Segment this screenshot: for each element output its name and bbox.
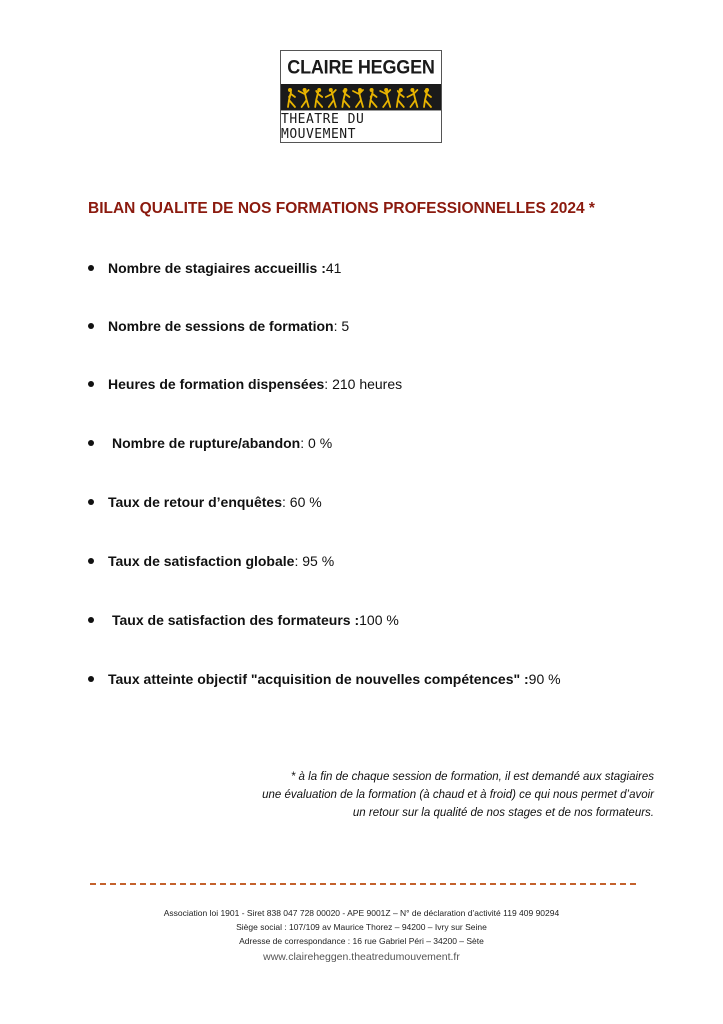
list-item: [88, 318, 349, 334]
dancer-figure-icon: [315, 88, 322, 107]
list-item: [88, 612, 399, 628]
footnote: [262, 768, 654, 822]
dancer-figure-icon: [288, 88, 295, 107]
logo: [280, 50, 442, 143]
dashed-separator: [90, 883, 636, 885]
list-item: [88, 671, 561, 687]
dancer-figure-icon: [326, 88, 336, 107]
bullet-icon: [88, 558, 94, 564]
footer-website-link[interactable]: www.claireheggen.theatredumouvement.fr: [263, 951, 460, 963]
footer-correspondence-line: Adresse de correspondance : 16 rue Gabriel Péri – 34200 – Sète: [239, 936, 484, 946]
footnote-line: * à la fin de chaque session de formation, il est demandé aux stagiaires: [290, 771, 654, 783]
bullet-icon: [88, 381, 94, 387]
item-value: 100 %: [359, 612, 399, 628]
footer-headquarters-line: Siège social : 107/109 av Maurice Thorez – 94200 – Ivry sur Seine: [236, 922, 487, 932]
list-item: [88, 376, 402, 392]
bullet-icon: [88, 499, 94, 505]
item-value: : 60 %: [282, 494, 322, 510]
item-value: 41: [325, 260, 342, 276]
footnote-line: un retour sur la qualité de nos stages et de nos formateurs.: [352, 807, 654, 819]
logo-subtitle: THEATRE DU MOUVEMENT: [281, 110, 441, 143]
dancer-figure-icon: [380, 88, 390, 107]
item-value: : 210 heures: [324, 376, 403, 392]
item-value: 90 %: [528, 671, 561, 687]
item-label: Taux de retour d’enquêtes: [108, 494, 282, 510]
dancer-figure-icon: [353, 88, 363, 107]
logo-name: CLAIRE HEGGEN: [287, 55, 435, 78]
item-value: : 5: [333, 318, 350, 334]
dancer-figure-icon: [424, 88, 431, 107]
item-value: : 95 %: [294, 553, 335, 569]
page-title: BILAN QUALITE DE NOS FORMATIONS PROFESSIONNELLES 2024 *: [88, 200, 595, 217]
list-item: [88, 260, 341, 276]
dancer-figure-icon: [299, 88, 309, 107]
footnote-line: une évaluation de la formation (à chaud et à froid) ce qui nous permet d’avoir: [262, 789, 654, 801]
footer: [0, 906, 723, 964]
item-label: Taux de satisfaction des formateurs :: [112, 612, 360, 628]
dancer-figure-icon: [342, 88, 349, 107]
item-label: Taux atteinte objectif "acquisition de nouvelles compétences" :: [108, 671, 529, 687]
dancer-figure-icon: [407, 88, 417, 107]
logo-dancers-band: [281, 84, 441, 110]
item-value: : 0 %: [300, 435, 333, 451]
dancer-figure-icon: [397, 88, 404, 107]
footer-legal-line: Association loi 1901 - Siret 838 047 728 00020 - APE 9001Z – N° de déclaration d’activité 119 409 90294: [163, 908, 560, 918]
item-label: Nombre de rupture/abandon: [112, 435, 301, 451]
item-label: Heures de formation dispensées: [108, 376, 325, 392]
item-label: Nombre de sessions de formation: [108, 318, 334, 334]
dancers-figures-icon: [281, 84, 441, 110]
item-label: Nombre de stagiaires accueillis :: [108, 260, 326, 276]
item-label: Taux de satisfaction globale: [108, 553, 295, 569]
list-item: [88, 553, 334, 569]
bullet-icon: [88, 323, 94, 329]
bullet-icon: [88, 617, 94, 623]
dancer-figure-icon: [370, 88, 377, 107]
bullet-icon: [88, 440, 94, 446]
list-item: [88, 494, 322, 510]
bullet-icon: [88, 676, 94, 682]
bullet-icon: [88, 265, 94, 271]
list-item: [88, 435, 332, 451]
